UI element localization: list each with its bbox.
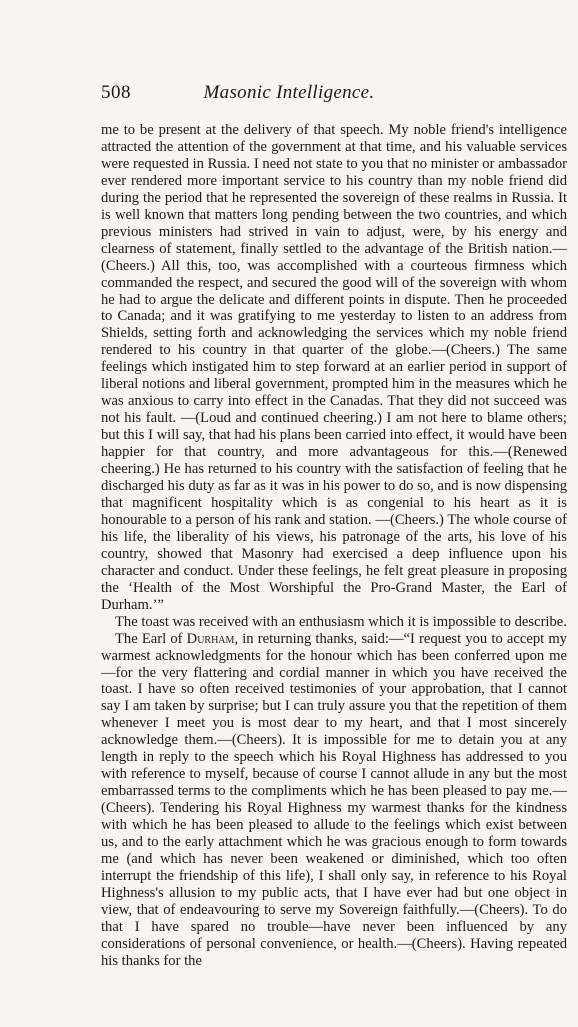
paragraph-toast: The toast was received with an enthusiasm which it is impossible to describe. <box>115 613 567 630</box>
reply-text: , in returning thanks, said:—“I request you to accept my warmest acknowledgments for the honour which has been conferred upon me—for the very flattering and cordial manner in which you have received the toast. I have so often received testimonies of your approbation, that I cannot say I am taken by surprise; but I can truly assure you that the repetition of them whenever I meet you is most dear to my heart, and that I most sincerely acknowledge them.—(Cheers). It is impossible for me to detain you at any length in reply to the speech which his Royal Highness has addressed to you with reference to myself, because of course I cannot allude in any but the most embarrassed terms to the compliments which he has been pleased to pay me.—(Cheers). Tendering his Royal Highness my warmest thanks for the kindness with which he has been pleased to allude to the feelings which exist between us, and to the early attachment which he was gracious enough to form towards me (and which has never been weakened or diminished, which too often interrupt the friendship of this life), I shall only say, in reference to his Royal Highness's allusion to my public acts, that I have ever had but one object in view, that of endeavouring to serve my Sovereign faithfully.—(Cheers). To do that I have spared no trouble—have never been influenced by any considerations of personal convenience, or health.—(Cheers). Having repeated his thanks for the <box>101 630 567 969</box>
page-number: 508 <box>101 82 131 103</box>
speaker-name: Durham <box>186 630 235 647</box>
paragraph-continued-speech: me to be present at the delivery of that speech. My noble friend's intelligence attracted the attention of the government at that time, and his valuable services were requested in Russia. I need not state to you that no minister or ambassador ever rendered more important service to his country than my noble friend did during the period that he represented the sovereign of these realms in Russia. It is well known that matters long pending between the two countries, and which previous ministers had strived in vain to adjust, were, by his energy and clearness of statement, finally settled to the advantage of the British nation.—(Cheers.) All this, too, was accomplished with a courteous firmness which commanded the respect, and secured the good will of the sovereign with whom he had to argue the delicate and different points in dispute. Then he proceeded to Canada; and it was gratifying to me yesterday to listen to an address from Shields, setting forth and acknowledging the services which my noble friend rendered to his country in that quarter of the globe.—(Cheers.) The same feelings which instigated him to step forward at an earlier period in support of liberal notions and liberal government, prompted him in the measures which he was anxious to carry into effect in the Canadas. That they did not succeed was not his fault. —(Loud and continued cheering.) I am not here to blame others; but this I will say, that had his plans been carried into effect, it would have been happier for that country, and more advantageous for this.—(Renewed cheering.) He has returned to his country with the satisfaction of feeling that he discharged his duty as far as it was in his power to do so, and is now dispensing that magnificent hospitality which is as congenial to his heart as it is honourable to a person of his rank and station. —(Cheers.) The whole course of his life, the liberality of his views, his patronage of the arts, his love of his country, showed that Masonry had exercised a deep influence upon his character and conduct. Under these feelings, he felt great pleasure in proposing the ‘Health of the Most Worshipful the Pro-Grand Master, the Earl of Durham.’” <box>101 122 567 613</box>
body-text <box>101 122 567 970</box>
reply-lead-text: The Earl of <box>115 630 187 647</box>
running-title: Masonic Intelligence. <box>203 82 375 103</box>
page-header <box>0 82 578 108</box>
paragraph-earl-reply <box>101 631 567 970</box>
